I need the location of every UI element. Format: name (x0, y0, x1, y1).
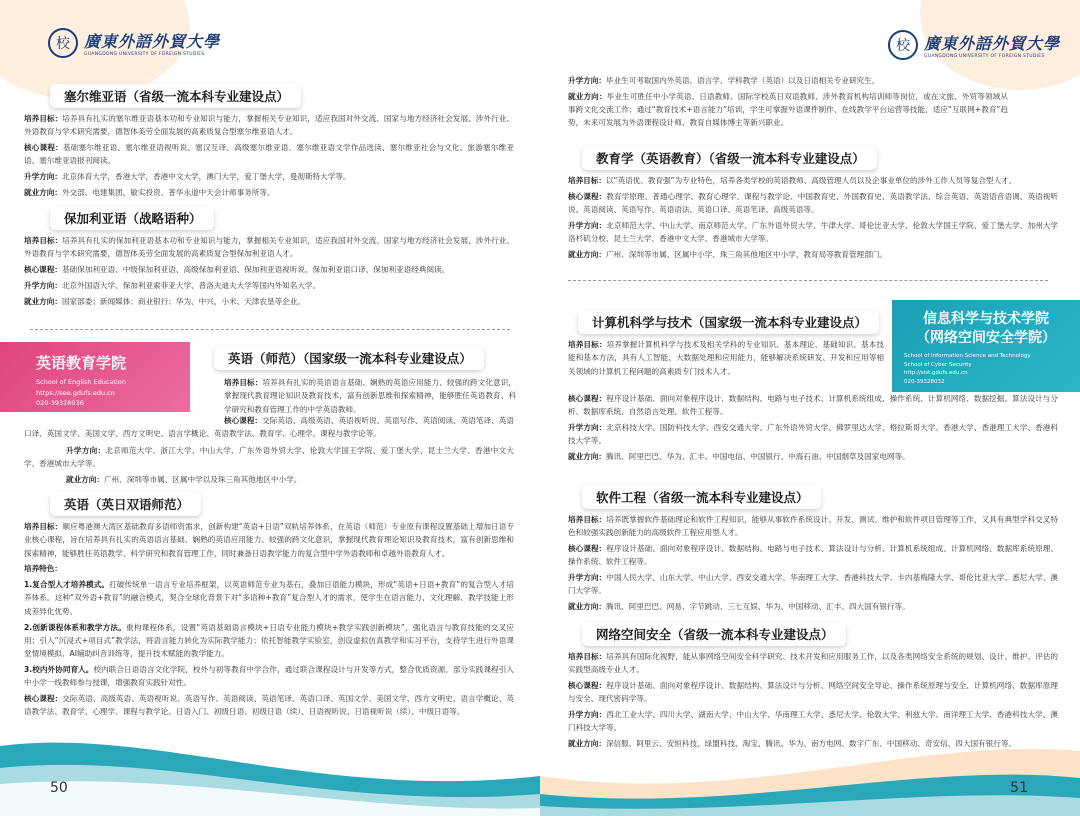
section-goal-english-normal: 培养目标：培养具有扎实的英语语言基础、娴熟的英语应用能力、较强的跨文化意识，掌握现代教育理论知识及教育技术，富有创新思维和探索精神，能够胜任英语教育、科学研究和教育管理工作的中学英语教师。 (224, 378, 517, 414)
section-body-bulgarian: 培养目标：培养具有扎实的保加利亚语基本功和专业知识与能力，掌握相关专业知识，适应我国对外交流、国家与地方经济社会发展、涉外行业、外语教育与学术研究需要，德智体美劳全面发展的高素质复合型保加利亚语人才。 核心课程：基础保加利亚语、中级保加利亚语、高级保加利亚语、保加利亚语视听说、保加利亚语口译、保加利亚语经典阅读。 升学方向：北京外国语大学、保加利亚索菲亚大学、普洛夫迪夫大学等国内外知名大学。 就业方向：国家部委；新闻媒体；商业银行；华为、中兴、小米、天津农垦等企业。 (24, 236, 515, 306)
section-title-cyber-security: 网络空间安全（省级一流本科专业建设点） (582, 622, 846, 646)
section-body-english-normal: 核心课程：交际英语、高级英语、英语视听说、英语写作、英语阅读、英语笔译、英语口译、英国文学、美国文学、西方文明史、语言学概论、英语教学法、教育学、心理学、课程与教学论等。 (24, 416, 515, 439)
school-name-en: School of English Education (36, 378, 126, 386)
university-logo (48, 28, 220, 58)
section-body-software-engineering: 培养目标：培养既掌握软件基础理论和软件工程知识，能够从事软件系统设计、开发、测试、维护和软件项目管理等工作，又具有典型学科交叉特色和较强实践创新能力的高级软件工程应用型人才。 核心课程：程序设计基础、面向对象程序设计、数据结构、电路与电子技术、算法设计与分析、计算机系统组成、计算机网络、数据库系统原理、操作系统、软件工程等。 升学方向：中国人民大学、山东大学、中山大学、西安交通大学、华南理工大学、香港科技大学、卡内基梅隆大学、哥伦比亚大学、悉尼大学、澳门大学等。 就业方向：腾讯、阿里巴巴、网易、字节跳动、三七互娱、华为、中国移动、汇丰、四大国有银行等。 (568, 515, 1059, 612)
school-title: 英语教育学院 (36, 354, 127, 372)
continued-english-japanese: 升学方向：毕业生可考取国内外英语、语言学、学科教学（英语）以及日语相关专业研究生。 就业方向：毕业生可胜任中小学英语、日语教师、国际学校英日双语教师、涉外教育机构培训师等岗位，或在文旅、外贸等领域从事跨文化交流工作；通过“教育技术+语言能力”培训，学生可掌握外语课件制作、在线教学平台运营等技能，适应“互联网+教育”趋势，未来可发展为外语课程设计师、教育自媒体博主等新兴职业。 (568, 76, 1008, 128)
page-number-right: 51 (1010, 780, 1028, 796)
section-body-serbian: 培养目标：培养具有扎实的塞尔维亚语基本功和专业知识与能力，掌握相关专业知识，适应我国对外交流、国家与地方经济社会发展、涉外行业、外语教育与学术研究需要，德智体美劳全面发展的高素质复合型塞尔维亚语人才。 核心课程：基础塞尔维亚语、塞尔维亚语视听说、塞汉互译、高级塞尔维亚语、塞尔维亚语文学作品选读、塞尔维亚社会与文化、旅游塞尔维亚语、塞尔维亚语报刊阅读。 升学方向：北京体育大学，香港大学，香港中文大学，澳门大学，爱丁堡大学，曼彻斯特大学等。 就业方向：外交部、电建集团、敏实投资、普华永道中天会计师事务所等。 (24, 114, 515, 197)
section-title-bulgarian: 保加利亚语（战略语种） (50, 206, 214, 230)
right-page (540, 0, 1080, 816)
school-tag-info-science (892, 300, 1080, 392)
university-crest-icon: 校 (888, 30, 918, 60)
university-name: 廣東外語外貿大學 (924, 34, 1061, 53)
bottom-wave-decoration (0, 706, 540, 816)
university-crest-icon: 校 (48, 28, 78, 58)
section-title-education: 教育学（英语教育）（省级一流本科专业建设点） (582, 146, 877, 170)
university-name: 廣東外語外貿大學 (84, 32, 221, 51)
bottom-wave-decoration (540, 706, 1080, 816)
school-website: https://see.gdufs.edu.cn (36, 388, 115, 397)
section-divider (568, 280, 1048, 281)
school-phone: 020-39328036 (36, 399, 84, 407)
page-number-left: 50 (50, 780, 68, 796)
school-name-en: School of Information Science and Technology (904, 353, 1031, 359)
section-body-english-japanese: 培养目标：顺应粤港澳大湾区基础教育多语师资需求，创新构建“英语+日语”双轨培养体系，在英语（师范）专业原有课程设置基础上增加日语专业核心课程，旨在培养具有扎实的英语语言基础、娴熟的英语应用能力、较强的跨文化意识，掌握现代教育理论知识及教育技术，富有创新思维和探索精神，能够胜任英语教学、科学研究和教育管理工作，同时兼备日语教学能力的复合型中学外语教师和卓越外语教育人才。 培养特色： 1.复合型人才培养模式。打破传统单一语言专业培养框架，以英语师范专业为基石，叠加日语能力模块，形成“英语+日语+教育”的复合型人才培养体系。这种“双外语+教育”的融合模式，契合全球化背景下对“多语种+教育”复合型人才的需求，使学生在语言能力、文化理解、教学技能上形成差异化优势。 2.创新课程体系和教学方法。重构课程体系，设置“英语基础语言模块+日语专业能力模块+教学实践创新模块”，强化语言与教育技能的交叉应用；引入“沉浸式+项目式”教学法，将语言能力转化为实际教学能力；依托智能教学实验室，创设虚拟仿真教学和实习平台，支持学生进行外语课堂情境模拟、AI辅助纠音训练等，提升技术赋能的教学能力。 3.校内外协同育人。校内联合日语语言文化学院，校外与初等教育中学合作，通过联合课程设计与开发等方式，整合优质资源。部分实践课程引入中小学一线教师参与授课，增强教育实践针对性。 核心课程：交际英语、高级英语、英语视听说、英语写作、英语阅读、英语笔译、英语口译、英国文学、美国文学、西方文明史、语言学概论、英语教学法、教育学、心理学、课程与教学论、日语入门、初级日语、初级日语（续）、日语视听说、日语视听说（续）、中级日语等。 (24, 522, 515, 717)
section-body-english-normal-2: 升学方向：北京师范大学、浙江大学、中山大学、广东外语外贸大学、伦敦大学国王学院、爱丁堡大学、昆士兰大学、香港中文大学、香港城市大学等。 就业方向：广州、深圳等市属、区属中学以及珠三角其他地区中小学。 (24, 446, 514, 485)
section-divider (30, 329, 510, 330)
school-title: 信息科学与技术学院 (923, 311, 1049, 327)
school-website: http://sist.gdufs.edu.cn (904, 370, 968, 376)
section-title-english-normal: 英语（师范）（国家级一流本科专业建设点） (214, 346, 484, 370)
section-title-serbian: 塞尔维亚语（省级一流本科专业建设点） (50, 84, 301, 108)
university-name-en: GUANGDONG UNIVERSITY OF FOREIGN STUDIES (924, 54, 1045, 59)
section-body-computer-science: 核心课程：程序设计基础、面向对象程序设计、数据结构、电路与电子技术、计算机系统组成、操作系统、计算机网络、数据挖掘、算法设计与分析、数据库系统、自然语言处理、软件工程等。 升学方向：北京科技大学、国防科技大学、西安交通大学、广东外语外贸大学、佛罗里达大学、格拉斯哥大学、香港大学、香港理工大学、香港科技大学等。 就业方向：腾讯、阿里巴巴、华为、汇丰、中国电信、中国银行、中海石油、中国烟草及国家电网等。 (568, 394, 1059, 462)
school-title-sub: （网络空间安全学院） (916, 330, 1056, 346)
section-title-software-engineering: 软件工程（省级一流本科专业建设点） (582, 485, 821, 509)
university-name-en: GUANGDONG UNIVERSITY OF FOREIGN STUDIES (84, 52, 205, 57)
section-title-computer-science: 计算机科学与技术（国家级一流本科专业建设点） (578, 310, 879, 334)
school-tag-english-education (0, 342, 190, 412)
section-goal-computer-science: 培养目标：培养掌握计算机科学与技术及相关学科的专业知识、基本理论、基础知识、基本技能和基本方法，具有人工智能、大数据处理和应用能力，能够解决系统研发、开发和应用等相关领域的计算机工程问题的高素质专门技术人才。 (568, 340, 885, 376)
university-logo (888, 30, 1060, 60)
school-name-en-2: School of Cyber Security (904, 361, 972, 368)
section-title-english-japanese: 英语（英日双语师范） (50, 492, 201, 516)
section-body-cyber-security: 培养目标：培养具有国际化视野，能从事网络空间安全科学研究、技术开发和应用服务工作，以及各类网络安全系统的规划、设计、维护、评估的实践型高级专业人才。 核心课程：程序设计基础、面向对象程序设计、数据结构、算法设计与分析、网络空间安全导论、操作系统原理与安全、计算机网络、数据库原理与安全、现代密码学等。 升学方向：西北工业大学、四川大学、湖南大学、中山大学、华南理工大学、悉尼大学、伦敦大学、利兹大学、南洋理工大学、香港科技大学、澳门科技大学等。 就业方向：深信服、阿里云、安恒科技、绿盟科技、淘宝、腾讯、华为、南方电网、数字广东、中国移动、奇安信、四大国有银行等。 (568, 652, 1059, 749)
school-phone: 020-39328032 (904, 378, 945, 385)
section-body-education: 培养目标：以“英语优、教育强”为专业特色，培养各类学校的英语教师、高级管理人员以及企事业单位的涉外工作人员等复合型人才。 核心课程：教育学原理、普通心理学、教育心理学、课程与教学论、中国教育史、外国教育史、英语教学法、综合英语、英语语音语调、英语视听说、英语阅读、英语写作、英语语法、英语口译、英语笔译、高级英语等。 升学方向：北京师范大学、中山大学、南京师范大学、广东外语外贸大学、牛津大学、哥伦比亚大学、伦敦大学国王学院、爱丁堡大学、加州大学洛杉矶分校、昆士兰大学、香港中文大学、香港城市大学等。 就业方向：广州、深圳等市属、区属中小学、珠三角其他地区中小学、教育局等教育管理部门。 (568, 176, 1059, 259)
